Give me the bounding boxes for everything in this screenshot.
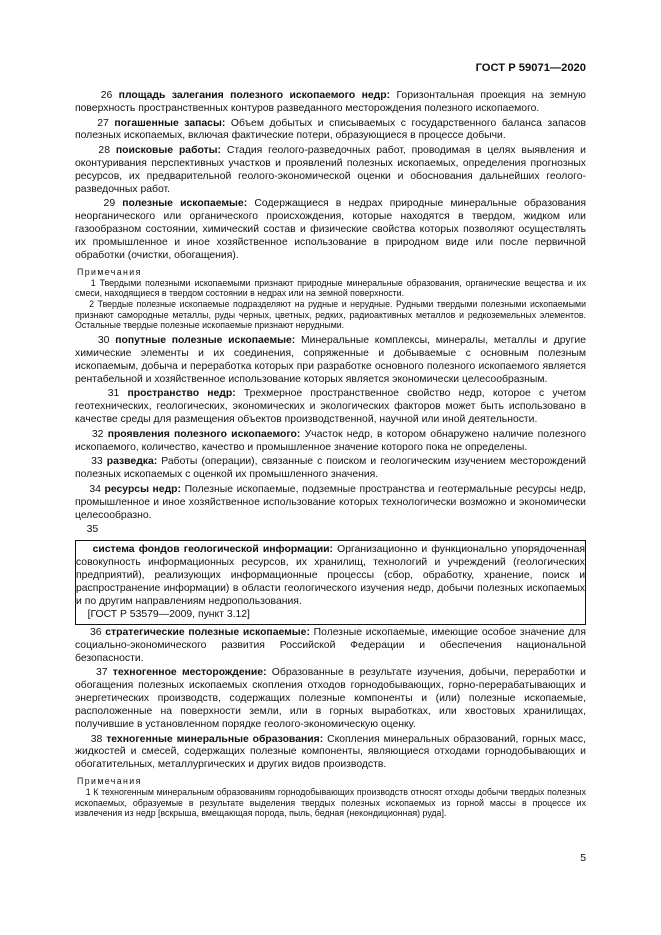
entry-term: пространство недр: <box>127 388 236 400</box>
entry-number: 36 <box>89 626 102 638</box>
entry-term: ресурсы недр: <box>104 483 181 495</box>
entry-definition: Трехмерное пространственное свойство недр, которое с учетом геотехнических, геологических, экономических и экологических факторов может быть использовано в качестве среды для размещения объектов производственной, научной или иной деятельности. <box>75 388 586 426</box>
entry-33 <box>75 456 586 482</box>
note <box>75 278 586 299</box>
entry-32 <box>75 429 586 455</box>
entry-definition: Участок недр, в котором обнаружено наличие полезного ископаемого, количество, качество и промышленное значение которого пока не определены. <box>75 428 586 453</box>
entry-number: 26 <box>100 90 113 101</box>
entry-36 <box>75 627 586 666</box>
entry-term: полезные ископаемые: <box>122 198 248 210</box>
entry-27 <box>75 118 586 144</box>
entry-number: 38 <box>90 733 103 745</box>
entry-31 <box>75 388 586 427</box>
entry-number: 27 <box>97 117 109 129</box>
entry-definition: Полезные ископаемые, имеющие особое значение для социально-экономического развития Российской Федерации и обеспечения национальной безопасности. <box>75 626 586 664</box>
page-content <box>75 90 586 823</box>
notes-block <box>75 776 586 818</box>
entry-term: попутные полезные ископаемые: <box>115 334 296 346</box>
entry-number: 28 <box>98 145 110 156</box>
entry-definition: Объем добытых и списываемых с государственного баланса запасов полезных ископаемых, включая фактические потери, образующиеся в процессе добычи. <box>75 117 586 142</box>
entry-definition: Работы (операции), связанные с поиском и геологическим изучением месторождений полезных ископаемых с оценкой их промышленного значения. <box>75 456 587 481</box>
entry-definition: Скопления минеральных образований, горных масс, жидкостей и смесей, содержащих полезные компоненты, являющиеся отходами горнодобывающих и обогатительных, металлургических и других видов производств. <box>75 733 587 771</box>
boxed-definition <box>75 540 586 625</box>
note-text: 1 К техногенным минеральным образованиям горнодобывающих производств относят отходы добычи твердых полезных ископаемых, образуемые в результате выделения твердых полезных ископаемых из горной массы в процессе их извлечения из недр [вскрыша, вмещающая порода, пыль, бедная (некондиционная) руда]. <box>75 786 587 819</box>
entry-35 <box>75 524 586 537</box>
entry-definition: Организационно и функционально упорядоченная совокупность информационных ресурсов, их хранилищ, технологий и учреждений (геологических предприятий), реализующих информационные процессы (сбор, обработку, хранение, поиск и распространение информации) в области геологического изучения недр, добычи полезных ископаемых и по другим направлениям недропользования. <box>76 544 586 607</box>
notes-block <box>75 267 586 331</box>
entry-number: 33 <box>91 456 103 468</box>
entry-number: 29 <box>103 198 116 210</box>
entry-term: разведка: <box>106 456 158 468</box>
entry-term: площадь залегания полезного ископаемого недр: <box>118 90 391 101</box>
note-text: 2 Твердые полезные ископаемые подразделяют на рудные и нерудные. Рудными твердыми полезными ископаемыми признают самородные металлы, руды черных, цветных, редких, радиоактивных металлов и редкоземельных элементов. Остальные твердые полезные ископаемые признают нерудными. <box>75 298 586 331</box>
notes-title: Примечания <box>77 776 142 787</box>
entry-number: 34 <box>89 483 101 495</box>
note <box>75 787 586 819</box>
entry-34 <box>75 484 586 523</box>
entry-28 <box>75 145 586 197</box>
boxed-entry <box>76 544 585 609</box>
entry-number: 30 <box>97 334 110 346</box>
page-number: 5 <box>580 853 586 864</box>
entry-29 <box>75 198 586 263</box>
entry-term: проявления полезного ископаемого: <box>107 428 301 440</box>
entry-definition: Минеральные комплексы, минералы, металлы и другие химические элементы и их соединения, сопряженные и добываемые с основным полезным ископаемым, добыча и переработка которых при разработке основного полезного ископаемого является рентабельной и хозяйственное использование которых является экономически целесообразным. <box>75 334 586 385</box>
entry-number: 31 <box>107 388 120 400</box>
entry-term: стратегические полезные ископаемые: <box>105 626 310 638</box>
reference-text: [ГОСТ Р 53579—2009, пункт 3.12] <box>87 608 250 620</box>
entry-term: поисковые работы: <box>115 145 221 156</box>
entry-definition: Стадия геолого-разведочных работ, проводимая в целях выявления и оконтуривания перспективных участков и проявлений полезных ископаемых, определения прогнозных ресурсов, их предварительной геолого-экономической оценки и обоснования дальнейших геолого-разведочных работ. <box>75 145 586 195</box>
entry-number: 32 <box>91 428 104 440</box>
note-text: 1 Твердыми полезными ископаемыми признают природные минеральные образования, органические вещества и их смеси, находящиеся в твердом состоянии в недрах или на земной поверхности. <box>75 277 586 299</box>
entry-definition: Содержащиеся в недрах природные минеральные образования неорганического или органического происхождения, которые находятся в твердом, жидком или газообразном состоянии, химический состав и физические свойства которых позволяют осуществлять их промышленное и иное хозяйственное использование в природном виде или после первичной обработки (очистки, обогащения). <box>75 198 586 262</box>
boxed-reference <box>76 609 585 622</box>
entry-number: 37 <box>95 667 108 679</box>
entry-definition: Полезные ископаемые, подземные пространства и геотермальные ресурсы недр, промышленное и иное хозяйственное использование которых технологически возможно и экономически целесообразно. <box>75 483 586 521</box>
document-code: ГОСТ Р 59071—2020 <box>475 62 586 74</box>
notes-title: Примечания <box>77 267 142 278</box>
entry-30 <box>75 335 586 387</box>
entry-number: 35 <box>86 524 99 536</box>
note <box>75 299 586 331</box>
entry-term: техногенное месторождение: <box>112 667 267 679</box>
entry-definition: Образованные в результате изучения, добычи, переработки и обогащения полезных ископаемых скопления отходов горнодобывающих, горно-перерабатывающих и энергетических производств, содержащих полезные компоненты и (или) полезные ископаемые, расположенные на поверхности земли, или в горных выработках, или хвостовых хранилищах, получившие в установленном порядке геолого-экономическую оценку. <box>75 667 586 730</box>
entry-term: техногенные минеральные образования: <box>106 733 324 745</box>
entry-38 <box>75 734 586 773</box>
entry-term: погашенные запасы: <box>114 117 226 129</box>
entry-26 <box>75 90 586 116</box>
entry-37 <box>75 667 586 732</box>
entry-term: система фондов геологической информации: <box>92 544 334 555</box>
entry-definition: Горизонтальная проекция на земную поверхность пространственных контуров разведанного месторождения полезного ископаемого. <box>75 90 586 114</box>
